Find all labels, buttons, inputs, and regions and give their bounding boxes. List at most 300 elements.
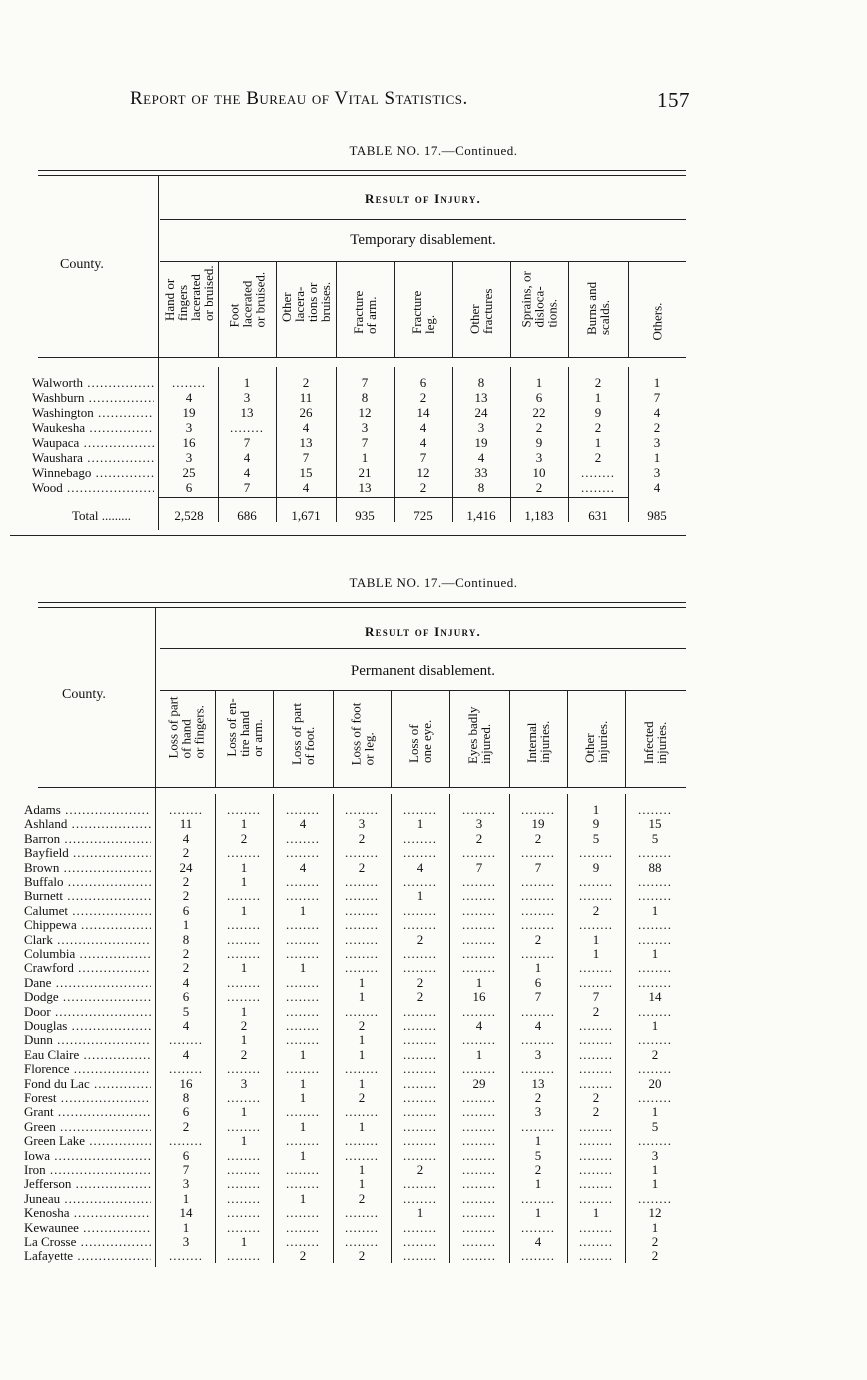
- table-cell: [391, 802, 449, 817]
- table-cell: 6: [182, 902, 190, 918]
- table-cell: 1: [594, 435, 602, 450]
- table-cell: [625, 1133, 685, 1148]
- table-cell: [567, 1119, 625, 1134]
- table-cell: 2: [416, 974, 424, 990]
- table-cell: 3: [477, 420, 485, 435]
- table-cell: 2: [592, 1104, 600, 1120]
- county-name-text: Buffalo: [24, 874, 64, 889]
- table-cell: [333, 1220, 391, 1235]
- table-cell: 7: [361, 375, 369, 390]
- county-name: [24, 1018, 151, 1033]
- table-cell: [449, 1032, 509, 1047]
- table-cell: [625, 1191, 685, 1206]
- table-cell: [215, 917, 273, 932]
- table-cell: 2: [534, 830, 542, 846]
- total-cell: 1,416: [466, 508, 496, 523]
- table-cell: [449, 903, 509, 918]
- table1-colhead-6: [452, 262, 510, 357]
- table-cell: 7: [592, 989, 600, 1005]
- county-name: [32, 435, 154, 450]
- table-cell: 13: [531, 1075, 545, 1091]
- table-cell: 12: [416, 465, 430, 480]
- table2-col-divider: [333, 691, 334, 787]
- table-cell: 1: [594, 390, 602, 405]
- table-cell: 4: [182, 1018, 190, 1033]
- table-cell: 16: [182, 435, 196, 450]
- table2-colhead-label: Other injuries.: [582, 720, 610, 763]
- table-cell: 1: [299, 1147, 307, 1163]
- table-row: [24, 802, 694, 817]
- table-row: [24, 845, 694, 860]
- table-cell: 1: [651, 1162, 659, 1177]
- table-cell: 15: [648, 816, 662, 832]
- table-cell: 1: [651, 1219, 659, 1235]
- table-cell: 1: [534, 1133, 542, 1149]
- table-cell: [625, 802, 685, 817]
- table-cell: [157, 1248, 215, 1263]
- table-cell: 2: [358, 859, 366, 875]
- county-name: [24, 1061, 151, 1076]
- table-cell: [625, 932, 685, 947]
- table1-colhead-label: Fracture of arm.: [351, 290, 379, 334]
- county-name-text: Dunn: [24, 1032, 53, 1048]
- table1-col-divider: [568, 262, 569, 357]
- table-cell: [449, 1119, 509, 1134]
- table1-colhead-label: Other lacera- tions or bruises.: [279, 281, 333, 322]
- table-row: [24, 1018, 694, 1033]
- county-name: [24, 989, 151, 1004]
- county-name-text: Walworth: [32, 375, 83, 390]
- table1-colhead-5: [394, 262, 452, 357]
- table-cell: [509, 802, 567, 817]
- table-cell: [273, 1220, 333, 1235]
- table1-header-rule: [160, 219, 686, 220]
- county-name: [24, 1133, 151, 1148]
- table-cell: 1: [358, 1176, 366, 1192]
- table-cell: 4: [534, 1018, 542, 1033]
- running-head: [130, 88, 690, 110]
- county-name: [24, 1191, 151, 1206]
- table-cell: [273, 1061, 333, 1076]
- table-row: [24, 1090, 694, 1105]
- table-cell: [273, 845, 333, 860]
- table-cell: 33: [474, 465, 488, 480]
- table-cell: 19: [182, 405, 196, 420]
- county-name-text: Kewaunee: [24, 1219, 79, 1235]
- table2-subheader: Permanent disablement.: [350, 663, 496, 679]
- table2-colhead-label: Loss of one eye.: [406, 719, 434, 763]
- table-cell: [273, 975, 333, 990]
- table-cell: 4: [243, 465, 251, 480]
- table-cell: [449, 1004, 509, 1019]
- county-name: [24, 1234, 151, 1249]
- table-row: [24, 1205, 694, 1220]
- table1-colhead-1: [160, 262, 218, 357]
- table1-body-divider: [276, 367, 277, 522]
- table-cell: 19: [474, 435, 488, 450]
- table-cell: 13: [299, 435, 313, 450]
- table-cell: [215, 1119, 273, 1134]
- table-cell: 3: [358, 816, 366, 832]
- table2-body-divider: [391, 794, 392, 1263]
- table-cell: 7: [302, 450, 310, 465]
- county-name-text: Iowa: [24, 1147, 50, 1163]
- table-cell: 4: [475, 1018, 483, 1033]
- table-cell: 3: [240, 1075, 248, 1091]
- table-cell: 13: [474, 390, 488, 405]
- county-name: [24, 845, 151, 860]
- table-cell: [449, 1090, 509, 1105]
- table-cell: 2: [592, 902, 600, 918]
- county-name: [24, 1032, 151, 1047]
- table-cell: [449, 1205, 509, 1220]
- county-name-text: Burnett: [24, 888, 63, 904]
- table1-col-divider: [336, 262, 337, 357]
- table-cell: [157, 802, 215, 817]
- table2-col-divider: [625, 691, 626, 787]
- table-cell: [273, 1032, 333, 1047]
- table-cell: 1: [651, 902, 659, 918]
- table1-colhead-label: Burns and scalds.: [584, 281, 612, 335]
- table-row: [24, 816, 694, 831]
- table2-body-divider: [567, 794, 568, 1263]
- table-cell: 6: [182, 1147, 190, 1163]
- table-cell: [625, 1004, 685, 1019]
- table-cell: 2: [302, 375, 310, 390]
- table-cell: 2: [594, 450, 602, 465]
- table-cell: 10: [532, 465, 546, 480]
- table-cell: [333, 1104, 391, 1119]
- table-cell: [273, 1162, 333, 1177]
- table-cell: [567, 874, 625, 889]
- table2-colhead-8: [567, 691, 625, 787]
- table-cell: 1: [182, 1219, 190, 1235]
- table-cell: [625, 845, 685, 860]
- table1-col-divider: [452, 262, 453, 357]
- table-cell: 1: [240, 960, 248, 976]
- table1-col-divider: [394, 262, 395, 357]
- table-cell: [333, 1148, 391, 1163]
- table-cell: 2: [358, 1248, 366, 1264]
- table-row: [24, 1191, 694, 1206]
- table-cell: 4: [477, 450, 485, 465]
- table-cell: 3: [653, 465, 661, 480]
- table-cell: 3: [651, 1147, 659, 1163]
- table-cell: 1: [416, 1205, 424, 1221]
- table-cell: 1: [653, 375, 661, 390]
- table-cell: [273, 1205, 333, 1220]
- table-row: [24, 1176, 694, 1191]
- table-cell: 7: [653, 390, 661, 405]
- table-cell: 24: [179, 859, 193, 875]
- table-cell: [273, 874, 333, 889]
- table-cell: 14: [179, 1205, 193, 1221]
- table-row: [24, 1004, 694, 1019]
- table-cell: 3: [535, 450, 543, 465]
- table-cell: 13: [240, 405, 254, 420]
- county-name-text: Iron: [24, 1162, 46, 1177]
- table-cell: [449, 1061, 509, 1076]
- county-name: [24, 1248, 151, 1263]
- table-cell: [449, 888, 509, 903]
- table-cell: [273, 1176, 333, 1191]
- table-cell: [333, 802, 391, 817]
- table-cell: 6: [534, 974, 542, 990]
- table-cell: 2: [534, 1090, 542, 1105]
- county-name: [24, 1205, 151, 1220]
- table-cell: 4: [185, 390, 193, 405]
- table-cell: [567, 1047, 625, 1062]
- table-cell: [215, 946, 273, 961]
- table-cell: [333, 1004, 391, 1019]
- county-name: [32, 480, 154, 495]
- table-row: [32, 465, 702, 480]
- table-cell: [273, 917, 333, 932]
- table-cell: 2: [592, 1090, 600, 1105]
- table-cell: [391, 1133, 449, 1148]
- county-name-text: La Crosse: [24, 1234, 77, 1249]
- county-name-text: Waupaca: [32, 435, 80, 450]
- table-cell: 7: [419, 450, 427, 465]
- table-cell: 1: [534, 1176, 542, 1192]
- table-cell: [509, 1032, 567, 1047]
- county-name: [24, 1176, 151, 1191]
- table-cell: [333, 903, 391, 918]
- county-name: [24, 1119, 151, 1134]
- table-cell: 2: [653, 420, 661, 435]
- table-cell: [449, 874, 509, 889]
- table1-colhead-3: [276, 262, 336, 357]
- table-row: [24, 989, 694, 1004]
- county-name-text: Ashland: [24, 816, 68, 832]
- table-cell: [567, 1248, 625, 1263]
- table-cell: 2: [358, 1018, 366, 1033]
- table-cell: 16: [472, 989, 486, 1005]
- county-name: [24, 932, 151, 947]
- table-row: [24, 1162, 694, 1177]
- table-cell: [391, 1076, 449, 1091]
- table-cell: 22: [532, 405, 546, 420]
- table-cell: [391, 1047, 449, 1062]
- table-cell: 2: [358, 830, 366, 846]
- table-cell: 1: [651, 1176, 659, 1192]
- table1-colhead-7: [510, 262, 568, 357]
- county-name-text: Green: [24, 1118, 56, 1134]
- table-cell: [625, 874, 685, 889]
- table-cell: [625, 975, 685, 990]
- table-cell: [449, 845, 509, 860]
- table2-colhead-label: Loss of en- tire hand or arm.: [223, 698, 265, 757]
- table-cell: 1: [182, 1190, 190, 1206]
- table-cell: [449, 932, 509, 947]
- county-name: [24, 1162, 151, 1177]
- table-cell: [333, 946, 391, 961]
- table2-colhead-1: [157, 691, 215, 787]
- county-name: [24, 946, 151, 961]
- table-cell: [391, 1220, 449, 1235]
- table1-body-divider: [510, 367, 511, 522]
- table-cell: [449, 1104, 509, 1119]
- table-cell: [215, 1162, 273, 1177]
- county-name-text: Dane: [24, 974, 52, 990]
- table-cell: [567, 1076, 625, 1091]
- table-row: [24, 975, 694, 990]
- table2-colhead-rule: [38, 787, 686, 788]
- table1-result-header: Result of Injury.: [365, 191, 481, 206]
- table-cell: [273, 1133, 333, 1148]
- table-cell: 2: [592, 1003, 600, 1019]
- table-cell: 5: [534, 1147, 542, 1163]
- table-cell: 1: [299, 1075, 307, 1091]
- table-cell: [391, 1090, 449, 1105]
- table-cell: 1: [475, 1046, 483, 1062]
- table-cell: 4: [243, 450, 251, 465]
- table-cell: 1: [534, 960, 542, 976]
- table-cell: 11: [299, 390, 313, 405]
- county-name: [32, 465, 154, 480]
- table2-top-rule: [38, 602, 686, 603]
- table-cell: 11: [179, 816, 193, 832]
- table-cell: 2: [475, 830, 483, 846]
- table-cell: 1: [240, 1234, 248, 1249]
- table-cell: [157, 1032, 215, 1047]
- table1-col-divider: [218, 262, 219, 357]
- table-cell: 1: [358, 1118, 366, 1134]
- table-cell: 9: [594, 405, 602, 420]
- table-cell: 6: [535, 390, 543, 405]
- table-row: [32, 435, 702, 450]
- table-cell: [567, 917, 625, 932]
- table2-col-divider: [215, 691, 216, 787]
- table-cell: 4: [299, 816, 307, 832]
- table2-top-rule-2: [38, 607, 686, 608]
- table-cell: [509, 917, 567, 932]
- table2-colhead-6: [449, 691, 509, 787]
- table1-colhead-label: Sprains, or disloca- tions.: [518, 270, 560, 327]
- table-cell: [391, 1234, 449, 1249]
- table-row: [32, 420, 702, 435]
- table-row: [24, 860, 694, 875]
- table-cell: [391, 1104, 449, 1119]
- table-cell: [273, 831, 333, 846]
- table-cell: 1: [653, 450, 661, 465]
- county-name: [24, 917, 151, 932]
- table2-body-divider: [273, 794, 274, 1263]
- table1-col-divider: [276, 262, 277, 357]
- table-cell: 2: [535, 480, 543, 495]
- table-cell: 1: [240, 1133, 248, 1149]
- table2-colhead-7: [509, 691, 567, 787]
- table-cell: [625, 888, 685, 903]
- table-cell: 1: [358, 1075, 366, 1091]
- table-cell: [391, 1061, 449, 1076]
- table-cell: [218, 420, 276, 435]
- table-cell: 4: [299, 859, 307, 875]
- table-cell: 4: [302, 480, 310, 495]
- table-cell: [215, 845, 273, 860]
- county-name-text: Clark: [24, 931, 53, 947]
- table-cell: [391, 1119, 449, 1134]
- table-cell: 2: [182, 888, 190, 904]
- table-cell: 3: [361, 420, 369, 435]
- table1-top-rule: [38, 170, 686, 171]
- table-cell: 1: [299, 960, 307, 976]
- table-cell: [449, 1148, 509, 1163]
- table-cell: 3: [185, 450, 193, 465]
- table-row: [24, 1047, 694, 1062]
- table-cell: 5: [182, 1003, 190, 1019]
- table-cell: [567, 1176, 625, 1191]
- table-cell: [333, 960, 391, 975]
- table-cell: 8: [182, 931, 190, 947]
- table-cell: 2: [358, 1190, 366, 1206]
- table-cell: [449, 802, 509, 817]
- table-cell: [509, 874, 567, 889]
- table-cell: 1: [240, 1104, 248, 1120]
- total-cell: 2,528: [174, 508, 204, 523]
- county-name-text: Jefferson: [24, 1176, 72, 1192]
- table-cell: 1: [299, 1190, 307, 1206]
- table-cell: [449, 1248, 509, 1263]
- county-name: [24, 874, 151, 889]
- total-cell: 686: [237, 508, 257, 523]
- table2-colhead-3: [273, 691, 333, 787]
- table2-colhead-label: Loss of part of hand or fingers.: [165, 696, 207, 759]
- table-cell: [273, 946, 333, 961]
- table-cell: 2: [416, 1162, 424, 1177]
- table-cell: 1: [361, 450, 369, 465]
- table2-colhead-label: Loss of foot or leg.: [348, 702, 376, 766]
- table-cell: 1: [592, 931, 600, 947]
- table-row: [32, 405, 702, 420]
- table-cell: [449, 946, 509, 961]
- table-cell: 2: [534, 931, 542, 947]
- table-cell: 7: [534, 989, 542, 1005]
- table-cell: 1: [535, 375, 543, 390]
- table-cell: 4: [182, 1046, 190, 1062]
- table-cell: [567, 1234, 625, 1249]
- table-cell: 1: [358, 989, 366, 1005]
- table-cell: [273, 1018, 333, 1033]
- table-cell: 1: [240, 902, 248, 918]
- table-cell: 2: [535, 420, 543, 435]
- table-cell: 2: [182, 946, 190, 961]
- table-cell: [567, 1061, 625, 1076]
- table-cell: [567, 960, 625, 975]
- table-row: [32, 390, 702, 405]
- county-name: [32, 450, 154, 465]
- table-cell: 2: [240, 1046, 248, 1062]
- total-row: [32, 508, 702, 523]
- table-row: [24, 932, 694, 947]
- table-cell: [391, 831, 449, 846]
- table2-colhead-2: [215, 691, 273, 787]
- county-name: [24, 960, 151, 975]
- table-cell: 8: [361, 390, 369, 405]
- table-cell: [391, 917, 449, 932]
- table-cell: 7: [475, 859, 483, 875]
- county-name-text: Lafayette: [24, 1248, 74, 1264]
- county-name-text: Door: [24, 1003, 51, 1019]
- total-cell: 725: [413, 508, 433, 523]
- county-name: [24, 831, 151, 846]
- table-cell: [625, 1090, 685, 1105]
- table-cell: [215, 1176, 273, 1191]
- table-cell: 4: [419, 420, 427, 435]
- table-cell: 7: [534, 859, 542, 875]
- table1-colhead-label: Foot lacerated or bruised.: [226, 271, 268, 327]
- table-cell: 4: [416, 859, 424, 875]
